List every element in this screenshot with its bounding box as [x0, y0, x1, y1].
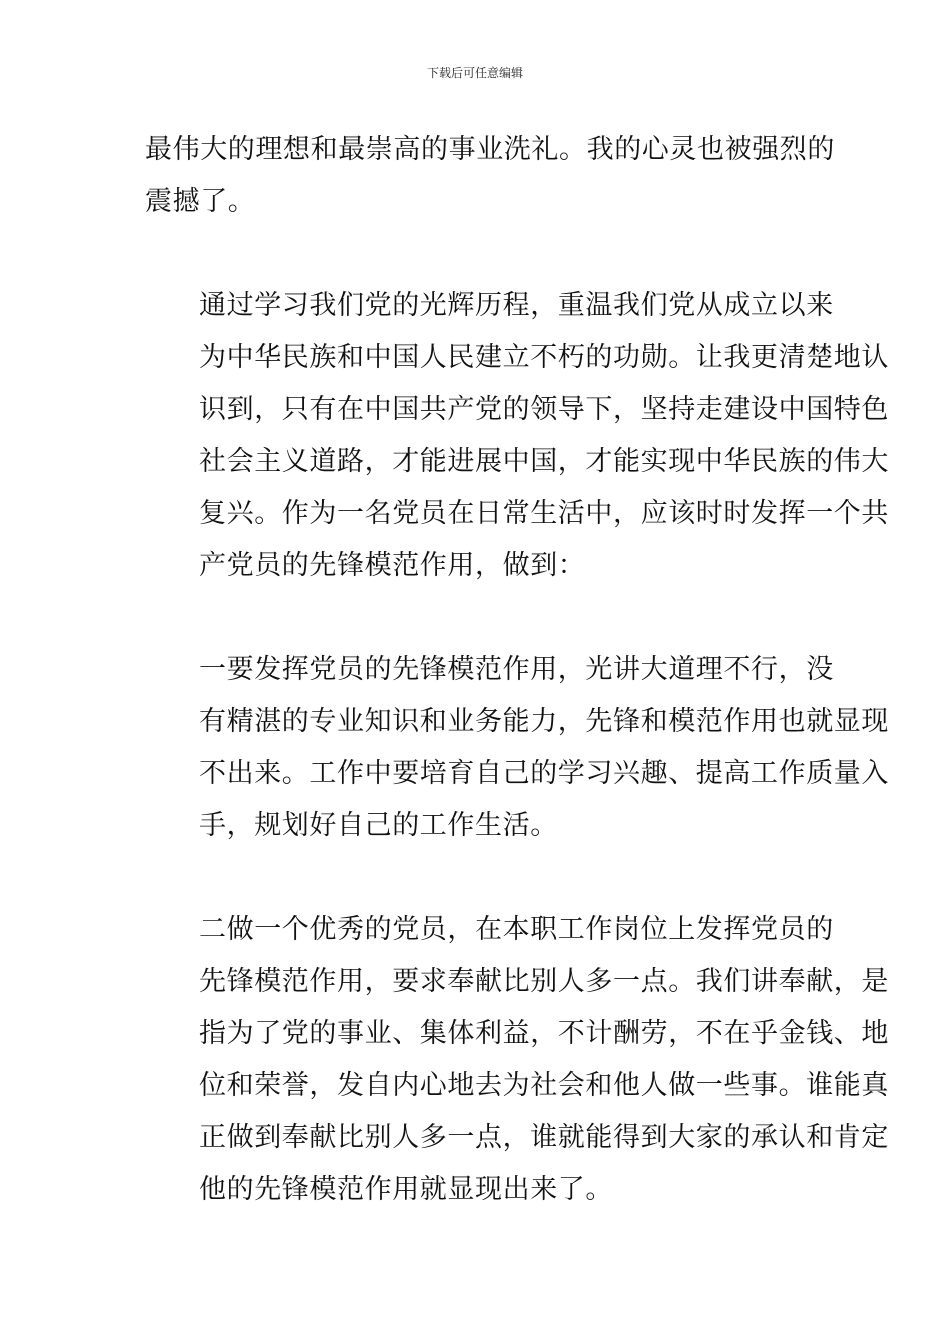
- text-line: 二做一个优秀的党员，在本职工作岗位上发挥党员的: [199, 914, 834, 945]
- text-line: 通过学习我们党的光辉历程，重温我们党从成立以来: [199, 290, 834, 321]
- text-line: 他的先锋模范作用就显现出来了。: [199, 1174, 613, 1205]
- text-line: 先锋模范作用，要求奉献比别人多一点。我们讲奉献，是: [199, 966, 889, 997]
- paragraph-2: [145, 280, 889, 592]
- page-header: 下载后可任意编辑: [426, 66, 523, 80]
- text-line: 手，规划好自己的工作生活。: [199, 810, 558, 841]
- paragraph-1: [145, 124, 835, 228]
- text-line: 识到，只有在中国共产党的领导下，坚持走建设中国特色: [199, 394, 889, 425]
- text-line: 为中华民族和中国人民建立不朽的功勋。让我更清楚地认: [199, 342, 889, 373]
- text-line: 一要发挥党员的先锋模范作用，光讲大道理不行，没: [199, 654, 834, 685]
- text-line: 指为了党的事业、集体利益，不计酬劳，不在乎金钱、地: [199, 1018, 889, 1049]
- text-line: 社会主义道路，才能进展中国，才能实现中华民族的伟大: [199, 446, 889, 477]
- paragraph-3: [145, 644, 889, 852]
- text-line: 复兴。作为一名党员在日常生活中，应该时时发挥一个共: [199, 498, 889, 529]
- text-line: 有精湛的专业知识和业务能力，先锋和模范作用也就显现: [199, 706, 889, 737]
- document-body: [145, 124, 889, 1216]
- paragraph-4: [145, 904, 889, 1216]
- text-line: 震撼了。: [145, 186, 256, 217]
- text-line: 不出来。工作中要培育自己的学习兴趣、提高工作质量入: [199, 758, 889, 789]
- text-line: 产党员的先锋模范作用，做到：: [199, 550, 586, 581]
- text-line: 正做到奉献比别人多一点，谁就能得到大家的承认和肯定: [199, 1122, 889, 1153]
- text-line: 最伟大的理想和最崇高的事业洗礼。我的心灵也被强烈的: [145, 134, 835, 165]
- text-line: 位和荣誉，发自内心地去为社会和他人做一些事。谁能真: [199, 1070, 889, 1101]
